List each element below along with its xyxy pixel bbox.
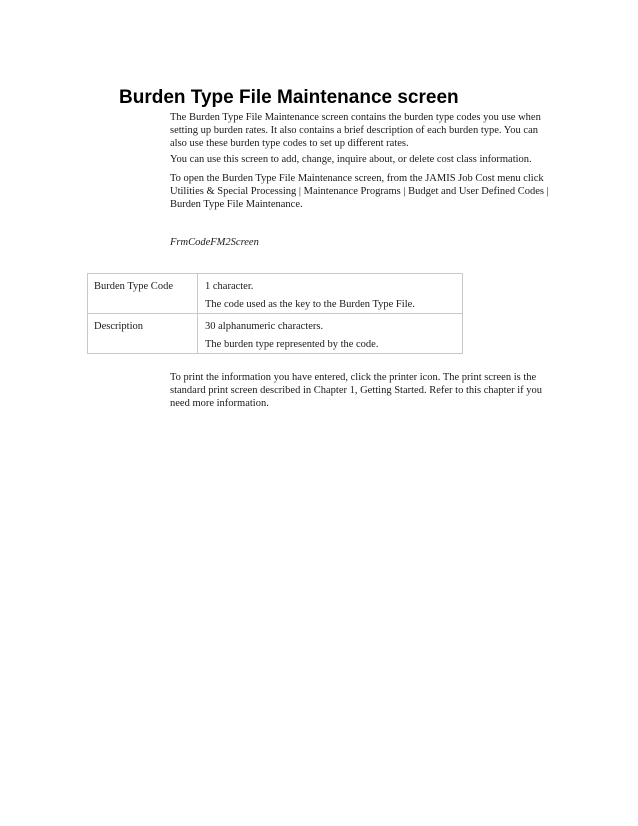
page-title: Burden Type File Maintenance screen bbox=[119, 87, 459, 108]
table-row bbox=[88, 314, 463, 354]
field-name-cell: Burden Type Code bbox=[88, 274, 198, 314]
field-description: The code used as the key to the Burden Type File. bbox=[205, 299, 415, 310]
field-format: 30 alphanumeric characters. bbox=[205, 321, 324, 332]
field-definition-table bbox=[87, 273, 463, 354]
field-name-cell: Description bbox=[88, 314, 198, 354]
intro-paragraph: The Burden Type File Maintenance screen contains the burden type codes you use when setting up burden rates. It also contains a brief description of each burden type. You can also use these burden type codes to set up different rates. bbox=[170, 112, 541, 149]
field-description-cell bbox=[198, 274, 463, 314]
table-row bbox=[88, 274, 463, 314]
navigation-paragraph: To open the Burden Type File Maintenance screen, from the JAMIS Job Cost menu click Utilities & Special Processing | Maintenance Programs | Budget and User Defined Codes | Burden Type File Maintenance. bbox=[170, 173, 549, 210]
field-description-cell bbox=[198, 314, 463, 354]
field-format: 1 character. bbox=[205, 281, 254, 292]
field-description: The burden type represented by the code. bbox=[205, 339, 379, 350]
print-paragraph: To print the information you have entered, click the printer icon. The print screen is the standard print screen described in Chapter 1, Getting Started. Refer to this chapter if you need more information. bbox=[170, 372, 543, 409]
usage-paragraph: You can use this screen to add, change, inquire about, or delete cost class information. bbox=[170, 154, 532, 165]
screen-name: FrmCodeFM2Screen bbox=[170, 237, 259, 248]
